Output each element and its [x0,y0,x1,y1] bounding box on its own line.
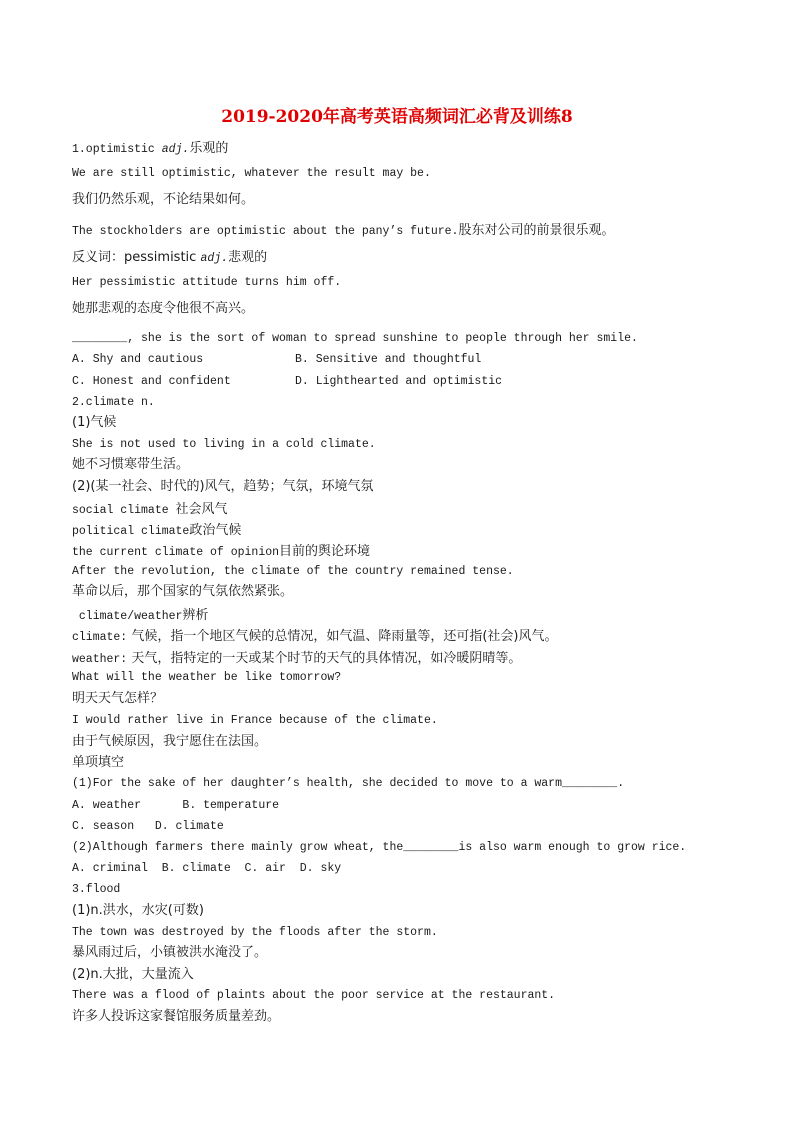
phrase-meaning: 目前的舆论环境 [279,544,371,559]
word-heading-climate: 2.climate n. [72,396,155,409]
example-sentence [72,220,614,241]
example-english: The stockholders are optimistic about the pany’s future. [72,225,459,238]
definition-text: 天气，指特定的一天或某个时节的天气的具体情况，如冷暖阴晴等。 [127,651,522,666]
meaning: 悲观的 [228,250,268,265]
exercise-options-row: A. weather B. temperature [72,799,280,812]
phrase-line [72,499,228,520]
example-sentence: After the revolution, the climate of the country remained tense. [72,565,514,578]
sense-heading: (1)气候 [72,415,117,430]
example-sentence: She is not used to living in a cold climate. [72,438,376,451]
example-translation: 她那悲观的态度令他很不高兴。 [72,301,255,316]
part-of-speech: adj. [161,143,190,156]
option-a: A. Shy and cautious [72,353,204,366]
option-c: C. Honest and confident [72,375,231,388]
exercise-options-row: A. criminal B. climate C. air D. sky [72,862,342,875]
phrase-line [72,520,241,541]
example-sentence: There was a flood of plaints about the poor service at the restaurant. [72,989,556,1002]
word-text: 1.optimistic [72,143,162,156]
sense-heading: (2)(某一社会、时代的)风气，趋势；气氛，环境气氛 [72,479,374,494]
exercise-options-row: C. season D. climate [72,820,224,833]
document-title: 2019-2020年高考英语高频词汇必背及训练8 [221,107,573,127]
definition-text: 气候，指一个地区气候的总情况，如气温、降雨量等，还可指(社会)风气。 [127,629,558,644]
example-translation: 她不习惯寒带生活。 [72,457,190,472]
exercise-options-row [72,373,712,391]
phrase-english: the current climate of opinion [72,546,280,559]
part-of-speech: adj. [200,252,229,265]
example-sentence: We are still optimistic, whatever the result may be. [72,167,431,180]
phrase-english: political climate [72,525,190,538]
antonym-label: 反义词：pessimistic [72,250,201,265]
comparison-heading [72,605,208,626]
example-translation: 我们仍然乐观，不论结果如何。 [72,192,255,207]
example-translation: 革命以后，那个国家的气氛依然紧张。 [72,584,294,599]
exercise-section-heading: 单项填空 [72,755,125,770]
exercise-options-row [72,351,712,369]
exercise-question: ________, she is the sort of woman to spread sunshine to people through her smile. [72,332,638,345]
meaning: 乐观的 [189,141,229,156]
example-translation: 许多人投诉这家餐馆服务质量差劲。 [72,1009,281,1024]
comparison-words: climate/weather [72,610,183,623]
exercise-question: (1)For the sake of her daughter’s health, she decided to move to a warm________. [72,777,625,790]
sense-heading: (2)n.大批，大量流入 [72,967,194,982]
exercise-question: (2)Although farmers there mainly grow wheat, the________is also warm enough to grow rice. [72,841,687,854]
example-sentence: The town was destroyed by the floods after the storm. [72,926,438,939]
phrase-meaning: 社会风气 [175,502,228,517]
definition-term: weather: [72,653,128,666]
phrase-meaning: 政治气候 [189,523,242,538]
example-sentence: What will the weather be like tomorrow? [72,671,342,684]
phrase-english: social climate [72,504,176,517]
word-heading-flood: 3.flood [72,883,121,896]
option-d: D. Lighthearted and optimistic [295,375,503,388]
definition-line [72,626,558,647]
example-sentence: Her pessimistic attitude turns him off. [72,276,342,289]
phrase-line [72,541,370,562]
option-b: B. Sensitive and thoughtful [295,353,482,366]
example-translation: 明天天气怎样？ [72,691,164,706]
example-translation: 股东对公司的前景很乐观。 [458,223,615,238]
definition-line [72,648,521,669]
antonym-line [72,247,267,268]
word-heading-optimistic [72,138,228,159]
comparison-label: 辨析 [182,608,209,623]
example-translation: 暴风雨过后，小镇被洪水淹没了。 [72,945,268,960]
example-sentence: I would rather live in France because of the climate. [72,714,438,727]
example-translation: 由于气候原因，我宁愿住在法国。 [72,734,268,749]
definition-term: climate: [72,631,128,644]
sense-heading: (1)n.洪水，水灾(可数) [72,903,204,918]
